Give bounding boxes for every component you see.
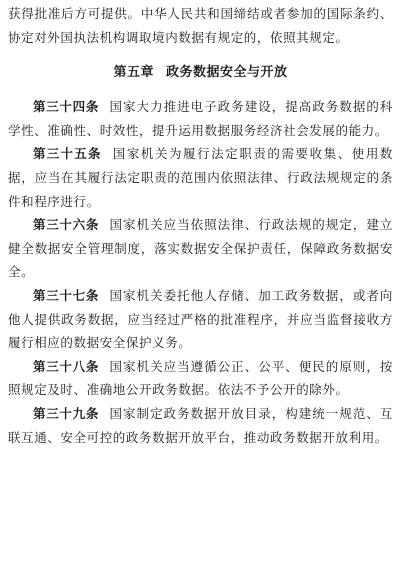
article-38 — [8, 355, 393, 402]
chapter-title: 政务数据安全与开放 — [166, 65, 288, 81]
article-number: 第三十七条 — [33, 287, 100, 303]
article-text: 国家机关委托他人存储、加工政务数据，或者向他人提供政务数据，应当经过严格的批准程序，并应当监督接收方履行相应的数据安全保护义务。 — [8, 287, 393, 351]
article-number: 第三十九条 — [33, 405, 100, 421]
article-37 — [8, 284, 393, 355]
article-text: 国家机关为履行法定职责的需要收集、使用数据，应当在其履行法定职责的范围内依照法律、行政法规规定的条件和程序进行。 — [8, 146, 393, 209]
article-number: 第三十八条 — [33, 358, 100, 374]
article-34 — [8, 95, 393, 142]
article-number: 第三十五条 — [33, 146, 102, 162]
article-39 — [8, 402, 393, 449]
article-36 — [8, 213, 393, 284]
chapter-number: 第五章 — [113, 65, 154, 81]
article-number: 第三十六条 — [33, 217, 100, 233]
article-number: 第三十四条 — [33, 99, 100, 115]
continuation-paragraph — [8, 2, 393, 49]
article-35 — [8, 142, 393, 213]
article-text: 国家机关应当依照法律、行政法规的规定，建立健全数据安全管理制度，落实数据安全保护责任，保障政务数据安全。 — [8, 217, 393, 280]
article-text: 国家大力推进电子政务建设，提高政务数据的科学性、准确性、时效性，提升运用数据服务经济社会发展的能力。 — [8, 99, 393, 138]
article-text: 国家制定政务数据开放目录，构建统一规范、互联互通、安全可控的政务数据开放平台，推动政务数据开放利用。 — [8, 405, 393, 445]
chapter-heading — [8, 63, 393, 83]
article-text: 国家机关应当遵循公正、公平、便民的原则，按照规定及时、准确地公开政务数据。依法不予公开的除外。 — [8, 358, 393, 398]
continuation-text: 获得批准后方可提供。中华人民共和国缔结或者参加的国际条约、协定对外国执法机构调取境内数据有规定的，依照其规定。 — [8, 6, 393, 45]
